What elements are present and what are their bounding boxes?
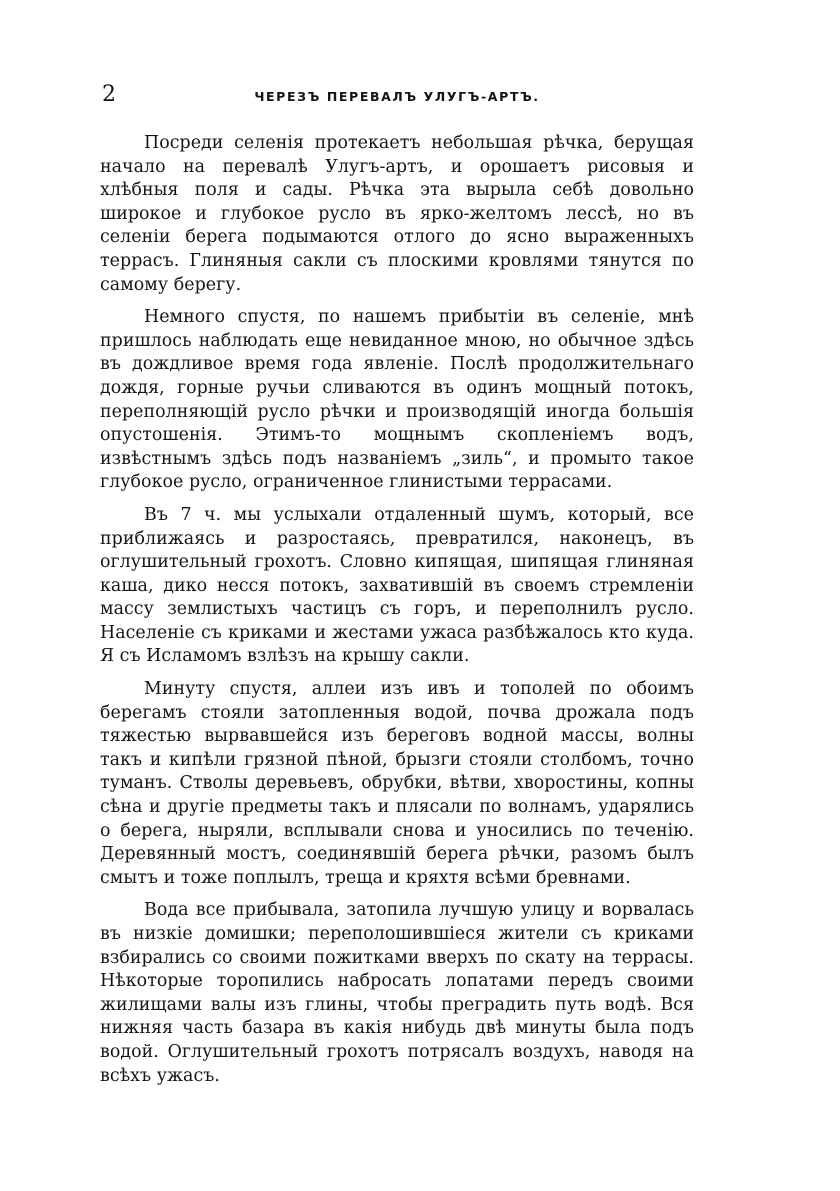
book-page <box>100 82 694 1097</box>
paragraph-1: Посреди селенія протекаетъ небольшая рѣчка, берущая начало на перевалѣ Улугъ-артъ, и орошаетъ рисовыя и хлѣбныя поля и сады. Рѣчка эта вырыла себѣ довольно широкое и глубокое русло въ ярко-желтомъ лессѣ, но въ селеніи берега подымаются отлого до ясно выраженныхъ террасъ. Глиняныя сакли съ плоскими кровлями тянутся по самому берегу. <box>100 133 694 295</box>
paragraph-5: Вода все прибывала, затопила лучшую улицу и ворвалась въ низкіе домишки; переполошившіеся жители съ криками взбирались со своими пожитками вверхъ по скату на террасы. Нѣкоторые торопились набросать лопатами передъ своими жилищами валы изъ глины, чтобы преградить путь водѣ. Вся нижняя часть базара въ какія нибудь двѣ минуты была подъ водой. Оглушительный грохотъ потрясалъ воздухъ, наводя на всѣхъ ужасъ. <box>100 900 694 1086</box>
body-text <box>100 132 694 1088</box>
page-number: 2 <box>102 82 116 107</box>
paragraph-3: Въ 7 ч. мы услыхали отдаленный шумъ, который, все приближаясь и разростаясь, превратился, наконецъ, въ оглушительный грохотъ. Словно кипящая, шипящая глиняная каша, дико несся потокъ, захватившій въ своемъ стремленіи массу землистыхъ частицъ съ горъ, и переполнилъ русло. Населеніе съ криками и жестами ужаса разбѣжалось кто куда. Я съ Исламомъ взлѣзъ на крышу сакли. <box>100 504 694 667</box>
paragraph-4: Минуту спустя, аллеи изъ ивъ и тополей по обоимъ берегамъ стояли затопленныя водой, почва дрожала подъ тяжестью вырвавшейся изъ береговъ водной массы, волны такъ и кипѣли грязной пѣной, брызги стояли столбомъ, точно туманъ. Стволы деревьевъ, обрубки, вѣтви, хворостины, копны сѣна и другіе предметы такъ и плясали по волнамъ, ударялись о берега, ныряли, всплывали снова и уносились по теченію. Деревянный мостъ, соединявшій берега рѣчки, разомъ былъ смытъ и тоже поплылъ, треща и кряхтя всѣми бревнами. <box>100 679 694 888</box>
running-title: ЧЕРЕЗЪ ПЕРЕВАЛЪ УЛУГЪ-АРТЪ. <box>254 89 540 104</box>
paragraph-2: Немного спустя, по нашемъ прибытіи въ селеніе, мнѣ пришлось наблюдать еще невиданное мною, но обычное здѣсь въ дождливое время года явленіе. Послѣ продолжительнаго дождя, горные ручьи сливаются въ одинъ мощный потокъ, переполняющій русло рѣчки и производящій иногда большія опустошенія. Этимъ-то мощнымъ скопленіемъ водъ, извѣстнымъ здѣсь подъ названіемъ „зиль“, и промыто такое глубокое русло, ограниченное глинистыми террасами. <box>100 307 694 493</box>
page-header <box>100 82 694 116</box>
